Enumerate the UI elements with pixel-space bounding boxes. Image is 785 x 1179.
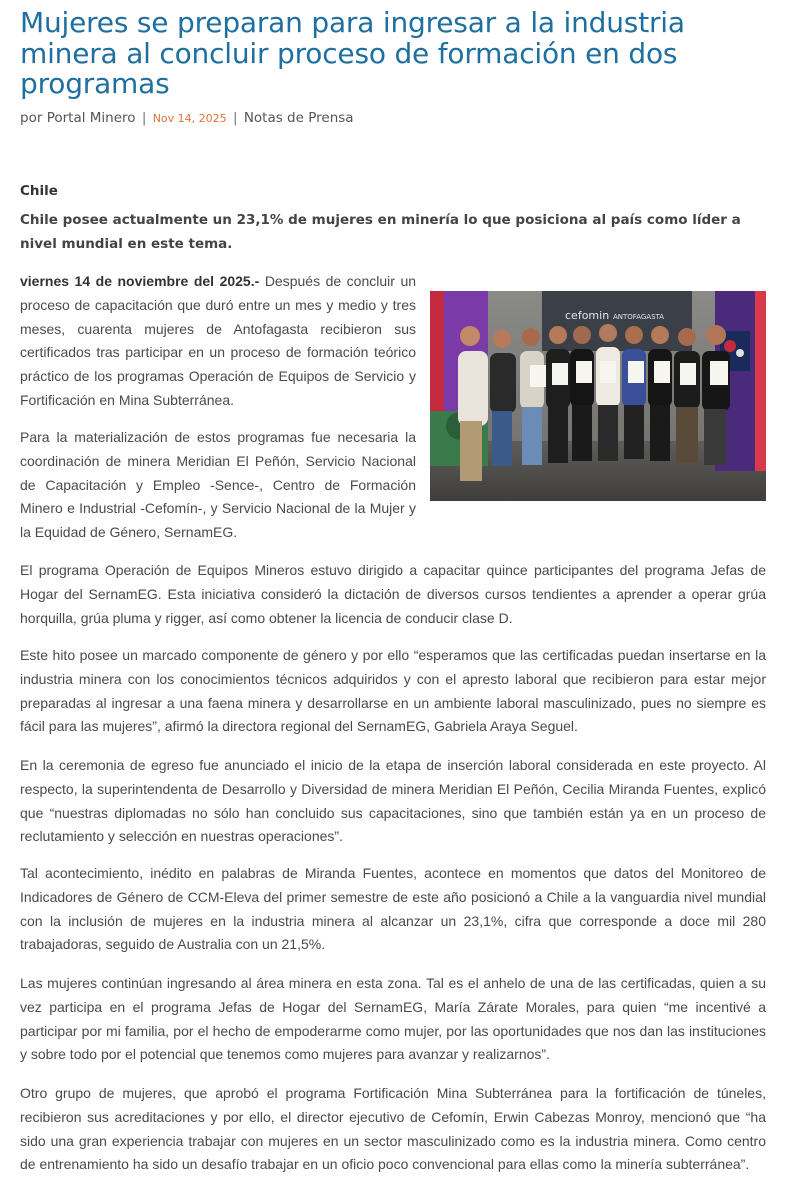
- paragraph-1-text: Después de concluir un proceso de capacitación que duró entre un mes y medio y tres meses, cuarenta mujeres de Antofagasta recibieron sus certificados tras participar en un proceso de formación teórico práctico de los programas Operación de Equipos de Servicio y Fortificación en Mina Subterránea.: [20, 273, 417, 408]
- dateline: viernes 14 de noviembre del 2025.-: [20, 273, 260, 289]
- category-link[interactable]: Notas de Prensa: [243, 109, 354, 126]
- paragraph-2: Para la materialización de estos programas fue necesaria la coordinación de minera Meridian El Peñón, Servicio Nacional de Capacitación y Empleo -Sence-, Centro de Formación Minero e Industrial -Cefomín-, y Servicio Nacional de la Mujer y la Equidad de Género, SernamEG.: [20, 429, 416, 541]
- article: [20, 6, 766, 1173]
- paragraph-7: Las mujeres continúan ingresando al área minera en esta zona. Tal es el anhelo de una de las certificadas, quien a su vez participa en el programa Jefas de Hogar del SernamEG, María Zárate Morales, para quien “me incentivé a participar por mi familia, por el hecho de empoderarme como mujer, por las oportunidades que nos dan las instituciones y sobre todo por el potencial que tenemos como mujeres para avanzar y realizarnos”.: [20, 975, 766, 1063]
- article-title: Mujeres se preparan para ingresar a la industria minera al concluir proceso de formación en dos programas: [20, 6, 685, 100]
- article-meta: [20, 110, 766, 126]
- paragraph-6: Tal acontecimiento, inédito en palabras de Miranda Fuentes, acontece en momentos que datos del Monitoreo de Indicadores de Género de CCM-Eleva del primer semestre de este año posicionó a Chile a la vanguardia nivel mundial con la inclusión de mujeres en la industria minera al alcanzar un 23,1%, cifra que corresponde a doce mil 280 trabajadoras, seguido de Australia con un 21,5%.: [20, 865, 766, 953]
- paragraph-4: Este hito posee un marcado componente de género y por ello “esperamos que las certificadas puedan insertarse en la industria minera con los conocimientos técnicos adquiridos y con el apresto laboral que recibieron para estar mejor preparadas al ingresar a una faena minera y desarrollarse en un ambiente laboral masculinizado, pues no siempre es fácil para las mujeres”, afirmó la directora regional del SernamEG, Gabriela Araya Seguel.: [20, 647, 766, 735]
- paragraph-8: Otro grupo de mujeres, que aprobó el programa Fortificación Mina Subterránea para la fortificación de túneles, recibieron sus acreditaciones y por ello, el director ejecutivo de Cefomín, Erwin Cabezas Monroy, mencionó que “ha sido una gran experiencia trabajar con mujeres en un sector masculinizado como es la industria minera. Como centro de entrenamiento ha sido un desafío trabajar en un oficio poco convencional para ellas como la minería subterránea”.: [20, 1085, 766, 1173]
- paragraph-3: El programa Operación de Equipos Mineros estuvo dirigido a capacitar quince participantes del programa Jefas de Hogar del SernamEG. Esta iniciativa consideró la dictación de diversos cursos tendientes a aprender a operar grúa horquilla, grúa pluma y rigger, así como obtener la licencia de conducir clase D.: [20, 562, 766, 626]
- screen-subtext: ANTOFAGASTA: [613, 313, 665, 321]
- lead-paragraph: Chile posee actualmente un 23,1% de mujeres en minería lo que posiciona al país como líder a nivel mundial en este tema.: [20, 212, 741, 252]
- publish-date: Nov 14, 2025: [152, 111, 227, 125]
- paragraph-1: [20, 270, 416, 413]
- article-photo[interactable]: [430, 291, 766, 501]
- meta-separator: |: [141, 109, 147, 126]
- photo-graphic: [430, 291, 766, 501]
- meta-separator: |: [232, 109, 238, 126]
- country-label: Chile: [20, 183, 58, 199]
- author-link[interactable]: Portal Minero: [46, 109, 136, 126]
- screen-logo-text: cefomin: [565, 309, 610, 322]
- by-prefix: por: [20, 109, 43, 126]
- paragraph-5: En la ceremonia de egreso fue anunciado el inicio de la etapa de inserción laboral considerada en este proyecto. Al respecto, la superintendenta de Desarrollo y Diversidad de minera Meridian El Peñón, Cecilia Miranda Fuentes, explicó que “nuestras diplomadas no sólo han concluido sus capacitaciones, sino que también están ya en un proceso de reclutamiento y selección en nuestras operaciones”.: [20, 757, 766, 845]
